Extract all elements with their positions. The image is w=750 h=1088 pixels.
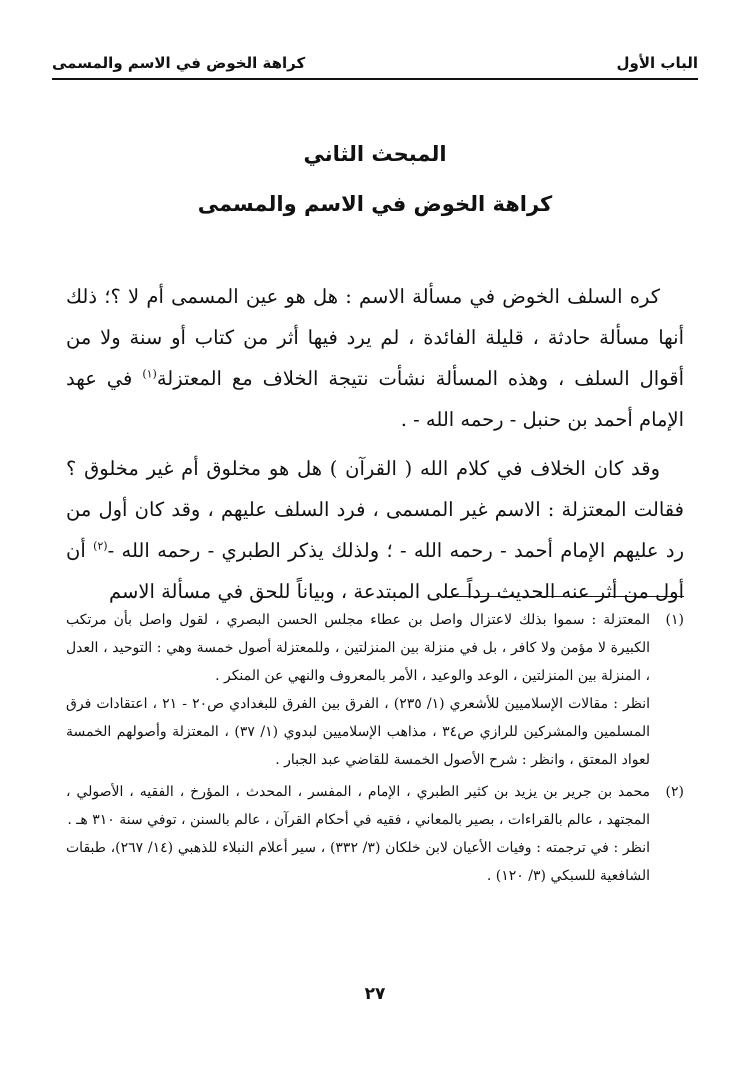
footnote-1-reference: انظر : مقالات الإسلاميين للأشعري (١/ ٢٣٥) ، الفرق بين الفرق للبغدادي ص٢٠ - ٢١ ، اعتقادات فرق المسلمين والمشركين للرازي ص٣٤ ، مذاهب الإسلاميين لبدوي (١/ ٣٧) ، المعتزلة وأصولهم الخمسة لعواد المعتق ، وانظر : شرح الأصول الخمسة للقاضي عبد الجبار . <box>66 696 651 768</box>
footnote-ref-1[interactable]: (١) <box>142 367 157 381</box>
chapter-title: كراهة الخوض في الاسم والمسمى <box>197 192 553 216</box>
header-chapter: الباب الأول <box>616 54 698 72</box>
footnote-2-number: (٢) <box>665 784 684 800</box>
header-running-title: كراهة الخوض في الاسم والمسمى <box>52 54 306 72</box>
footnote-1-text: المعتزلة : سموا بذلك لاعتزال واصل بن عطاء مجلس الحسن البصري ، لقول واصل بأن مرتكب الكبيرة لا مؤمن ولا كافر ، بل في منزلة بين المنزلتين ، وللمعتزلة أصول خمسة وهي : التوحيد ، العدل ، المنزلة بين المنزلتين ، الوعد والوعيد ، الأمر بالمعروف والنهي عن المنكر . <box>66 612 650 684</box>
paragraph-2-text: وقد كان الخلاف في كلام الله ( القرآن ) هل هو مخلوق أم غير مخلوق ؟ فقالت المعتزلة : الاسم غير المسمى ، فرد السلف عليهم ، وقد كان أول من رد عليهم الإمام أحمد - رحمه الله - ؛ ولذلك يذكر الطبري - رحمه الله - <box>66 457 684 562</box>
paragraph-2-continuation: أن أول من أثر عنه الحديث رداً على المبتدعة ، وبياناً للحق في مسألة الاسم <box>66 539 684 603</box>
footnotes <box>66 606 684 890</box>
footnote-1-number: (١) <box>665 612 684 628</box>
footnote-2 <box>66 778 684 890</box>
footnote-2-text: محمد بن جرير بن يزيد بن كثير الطبري ، الإمام ، المفسر ، المحدث ، المؤرخ ، الفقيه ، الأصولي ، المجتهد ، عالم بالقراءات ، بصير بالمعاني ، فقيه في أحكام القرآن ، عالم بالسنن ، توفي سنة ٣١٠ هـ . <box>66 784 650 828</box>
paragraph-1-text: كره السلف الخوض في مسألة الاسم : هل هو عين المسمى أم لا ؟؛ ذلك أنها مسألة حادثة ، قليلة الفائدة ، لم يرد فيها أثر من كتاب أو سنة ولا من أقوال السلف ، وهذه المسألة نشأت نتيجة الخلاف مع المعتزلة <box>66 285 684 390</box>
running-header <box>52 42 698 80</box>
footnote-ref-2[interactable]: (٢) <box>93 539 108 553</box>
paragraph-2 <box>66 448 684 612</box>
title-block <box>52 140 698 218</box>
footnote-1 <box>66 606 684 774</box>
paragraph-1-continuation: في عهد الإمام أحمد بن حنبل - رحمه الله - . <box>66 367 684 431</box>
paragraph-1 <box>66 276 684 440</box>
main-text <box>66 276 684 612</box>
footnote-separator <box>448 596 684 597</box>
section-heading: المبحث الثاني <box>303 142 447 166</box>
page-number: ٢٧ <box>364 984 386 1004</box>
footnote-2-reference: انظر : في ترجمته : وفيات الأعيان لابن خلكان (٣/ ٣٣٢) ، سير أعلام النبلاء للذهبي (١٤/ ٢٦٧)، طبقات الشافعية للسبكي (٣/ ١٢٠) . <box>66 840 650 884</box>
